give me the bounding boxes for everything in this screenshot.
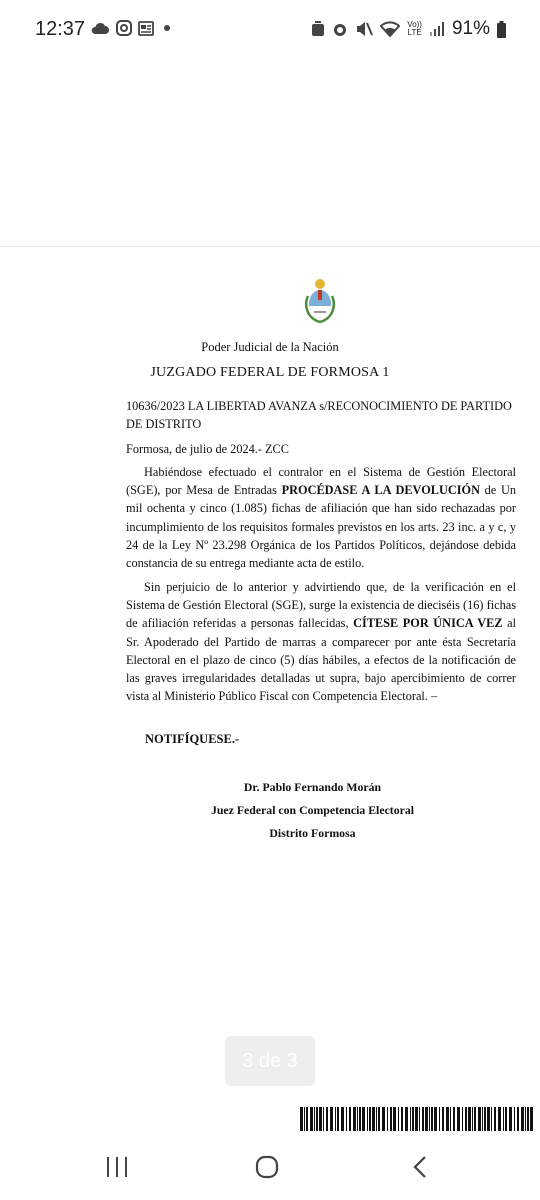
signature-district: Distrito Formosa [269,826,356,840]
navigation-bar [0,1140,540,1200]
barcode-bar [390,1107,392,1131]
notification-icons [90,20,174,36]
barcode-bar [367,1107,368,1131]
paragraph-2 [126,578,516,705]
home-icon[interactable] [255,1154,281,1180]
barcode-bar [310,1107,313,1131]
alarm-icon [332,21,348,37]
barcode-bar [530,1107,533,1131]
cloud-icon [90,21,110,35]
signature-name: Dr. Pablo Fernando Morán [243,780,382,794]
paragraph-2-text-a: Sin perjuicio de lo anterior y advirtiendo que, de la verificación en el Sistema de Gestión Electoral (SGE), surge la existencia de dieciséis (16) fichas de afiliación referidas a personas fallecidas, [126,580,516,631]
court-name: JUZGADO FEDERAL DE FORMOSA 1 [150,365,390,380]
barcode-bar [393,1107,396,1131]
battery-percent: 91% [451,18,490,39]
barcode-bar [372,1107,375,1131]
institution-name: Poder Judicial de la Nación [201,340,339,354]
news-icon [138,21,154,36]
instagram-icon [116,20,132,36]
barcode-bar [398,1107,399,1131]
barcode-bar [517,1107,519,1131]
barcode-bar [330,1107,333,1131]
signal-icon [429,21,445,37]
barcode-bar [450,1107,451,1131]
barcode-bar [300,1107,303,1131]
barcode-bar [482,1107,483,1131]
argentina-coat-of-arms-icon [302,276,338,328]
barcode-bar [487,1107,490,1131]
barcode-bar [412,1107,414,1131]
barcode-bar [498,1107,501,1131]
barcode-bar [503,1107,504,1131]
back-icon[interactable] [408,1154,434,1180]
barcode-bar [442,1107,444,1131]
barcode-bar [509,1107,512,1131]
barcode-bar [472,1107,473,1131]
recents-icon[interactable] [104,1154,130,1180]
barcode-bar [306,1107,308,1131]
barcode-bar [357,1107,358,1131]
barcode-bar [422,1107,424,1131]
barcode-bar [525,1107,526,1131]
barcode-bar [505,1107,507,1131]
page-top-edge [0,246,540,247]
barcode-bar [439,1107,440,1131]
paragraph-1-text-b: de Un mil ochenta y cinco (1.085) fichas de afiliación que han sido rechazadas por incumplimiento de los requisitos formales previstos en los arts. 23 inc. a y c, y 24 de la Ley Nº 23.298 Orgánica de los Partidos Políticos, dejándose debida constancia de su entrega mediante acta de estilo. [126,483,516,571]
case-caption: 10636/2023 LA LIBERTAD AVANZA s/RECONOCIMIENTO DE PARTIDO DE DISTRITO [126,399,512,432]
barcode-bar [521,1107,524,1131]
barcode-bar [359,1107,361,1131]
barcode-bar [410,1107,411,1131]
notify-line: NOTIFÍQUESE.- [145,732,240,746]
barcode-bar [434,1107,437,1131]
barcode-bar [462,1107,463,1131]
barcode-bar [314,1107,315,1131]
barcode-bar [514,1107,515,1131]
volte-icon: Vo)) LTE [407,20,422,37]
barcode-bar [457,1107,460,1131]
barcode-bar [335,1107,336,1131]
paragraph-1-text-a: Habiéndose efectuado el contralor en el Sistema de Gestión Electoral (SGE), por Mesa de Entradas [126,465,516,498]
barcode-bar [401,1107,403,1131]
sync-icon [311,21,325,37]
barcode-bar [405,1107,408,1131]
barcode-bar [326,1107,328,1131]
barcode-bar [304,1107,305,1131]
barcode-bar [369,1107,371,1131]
wifi-icon [380,21,400,37]
clock: 12:37 [35,18,86,40]
barcode-bar [484,1107,486,1131]
barcode-bar [319,1107,322,1131]
page-indicator: 3 de 3 [225,1036,315,1086]
barcode-bar [425,1107,428,1131]
barcode-bar [316,1107,318,1131]
barcode-bar [349,1107,351,1131]
barcode-bar [337,1107,339,1131]
system-icons [311,18,506,40]
paragraph-1-bold: PROCÉDASE A LA DEVOLUCIÓN [281,483,480,498]
barcode-bar [387,1107,388,1131]
dot-icon [160,21,174,35]
barcode-bar [453,1107,455,1131]
barcode-bar [527,1107,529,1131]
date-line: Formosa, de julio de 2024.- ZCC [126,442,289,456]
barcode-bar [478,1107,481,1131]
barcode-bar [382,1107,385,1131]
barcode-bar [491,1107,492,1131]
barcode-bar [446,1107,449,1131]
barcode-bar [378,1107,380,1131]
mute-icon [355,21,373,37]
status-bar [0,0,540,62]
barcode-bar [323,1107,324,1131]
battery-icon [497,21,506,38]
barcode-image [300,1107,536,1131]
barcode-bar [362,1107,365,1131]
barcode-bar [468,1107,471,1131]
signature-title: Juez Federal con Competencia Electoral [210,803,415,817]
barcode-bar [431,1107,433,1131]
barcode-bar [346,1107,347,1131]
paragraph-1 [126,463,516,572]
barcode-bar [415,1107,418,1131]
paragraph-2-bold: CÍTESE POR ÚNICA VEZ [353,616,503,631]
barcode-bar [494,1107,496,1131]
barcode-bar [341,1107,344,1131]
barcode-bar [353,1107,356,1131]
barcode-bar [376,1107,377,1131]
barcode-bar [419,1107,420,1131]
paragraph-2-text-b: al Sr. Apoderado del Partido de marras a comparecer por ante ésta Secretaría Electoral en el plazo de cinco (5) días hábiles, a efectos de la notificación de las graves irregularidades detalladas ut supra, bajo apercibimiento de correr vista al Ministerio Público Fiscal con Competencia Electoral. – [126,616,517,704]
barcode-bar [474,1107,476,1131]
barcode-bar [429,1107,430,1131]
barcode-bar [465,1107,467,1131]
